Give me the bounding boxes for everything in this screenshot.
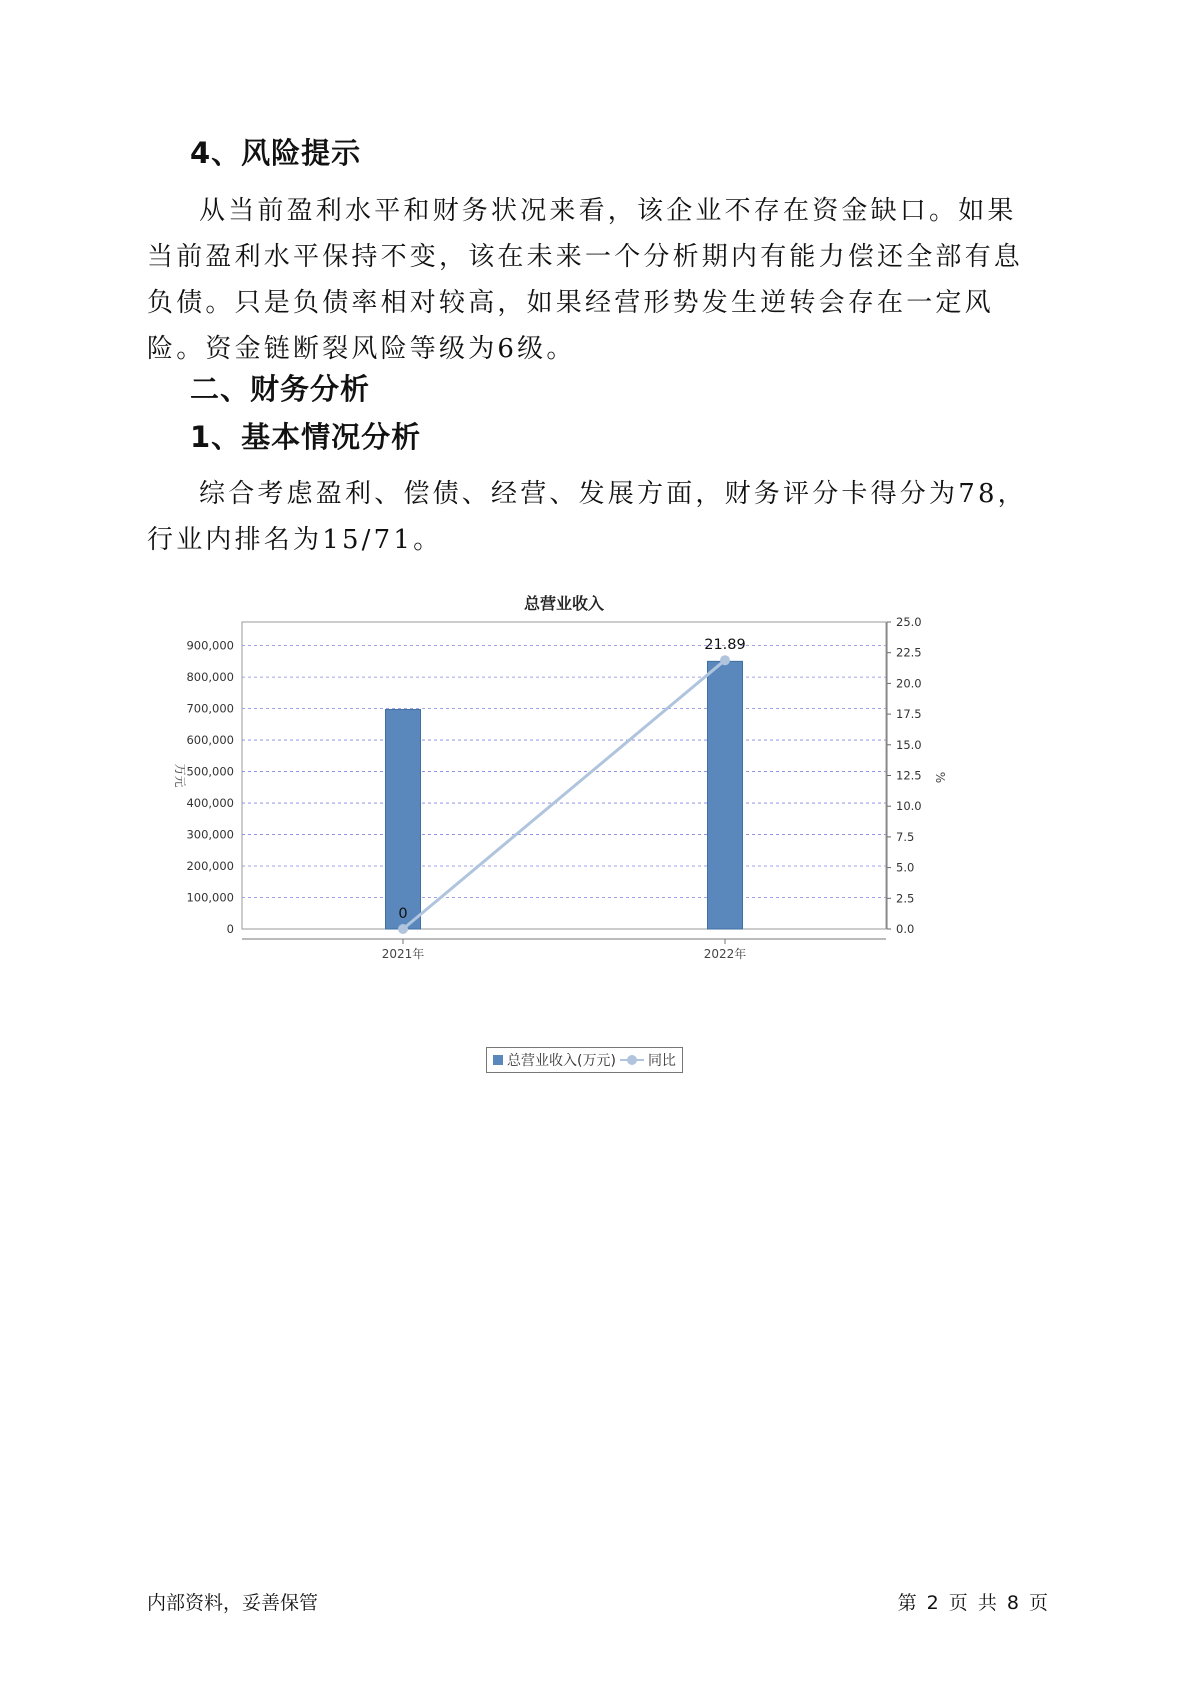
revenue-chart [165, 594, 1045, 1087]
section-heading-risk: 4、风险提示 [190, 136, 362, 170]
yoy-point [398, 924, 408, 934]
y2-tick-label: 17.5 [896, 707, 922, 722]
y2-tick-label: 7.5 [896, 829, 915, 844]
legend-line-label: 同比 [647, 1053, 676, 1069]
x-tick-label: 2021年 [381, 947, 425, 961]
y2-tick-label: 25.0 [896, 615, 922, 629]
y-tick-label: 100,000 [186, 890, 234, 905]
y2-tick-label: 5.0 [896, 860, 915, 875]
yoy-data-label: 0 [398, 906, 408, 922]
y2-tick-label: 22.5 [896, 645, 922, 660]
y-tick-label: 900,000 [186, 638, 234, 653]
y2-tick-label: 10.0 [896, 799, 922, 814]
y-tick-label: 500,000 [186, 764, 234, 779]
y-tick-label: 700,000 [186, 701, 234, 716]
y-axis-title: 万元 [173, 763, 187, 788]
legend-line-marker [620, 1054, 644, 1066]
revenue-bar [386, 710, 421, 929]
yoy-data-label: 21.89 [704, 637, 746, 654]
plot-frame [242, 622, 886, 929]
y2-tick-label: 0.0 [896, 922, 915, 936]
risk-paragraph: 从当前盈利水平和财务状况来看，该企业不存在资金缺口。如果当前盈利水平保持不变，该在未来一个分析期内有能力偿还全部有息负债。只是负债率相对较高，如果经营形势发生逆转会存在一定风险。资金链断裂风险等级为6级。 [147, 196, 1024, 364]
basic-analysis-paragraph: 综合考虑盈利、偿债、经营、发展方面，财务评分卡得分为78，行业内排名为15/71。 [147, 479, 1027, 555]
y2-tick-label: 12.5 [896, 768, 922, 783]
yoy-line [403, 660, 725, 929]
y2-tick-label: 15.0 [896, 737, 922, 752]
y-tick-label: 300,000 [186, 827, 234, 842]
x-tick-label: 2022年 [703, 947, 747, 961]
legend-bar-label: 总营业收入(万元) [507, 1053, 616, 1069]
y2-tick-label: 2.5 [896, 891, 915, 906]
chart-legend [486, 1047, 683, 1073]
y-tick-label: 600,000 [186, 733, 234, 748]
footer-page-number: 第 2 页 共 8 页 [897, 1592, 1048, 1614]
footer-confidential-note: 内部资料，妥善保管 [147, 1592, 319, 1614]
y-tick-label: 0 [226, 922, 234, 936]
yoy-point [720, 655, 730, 665]
legend-bar-swatch [493, 1055, 503, 1065]
y2-tick-label: 20.0 [896, 676, 922, 691]
y-tick-label: 400,000 [186, 796, 234, 811]
y-tick-label: 200,000 [186, 859, 234, 874]
revenue-bar [708, 661, 743, 929]
sub-heading-basic-analysis: 1、基本情况分析 [190, 420, 422, 454]
section-heading-finance: 二、财务分析 [190, 372, 371, 406]
chart-title: 总营业收入 [523, 594, 605, 613]
y-tick-label: 800,000 [186, 670, 234, 685]
y2-axis-title: % [933, 771, 947, 784]
